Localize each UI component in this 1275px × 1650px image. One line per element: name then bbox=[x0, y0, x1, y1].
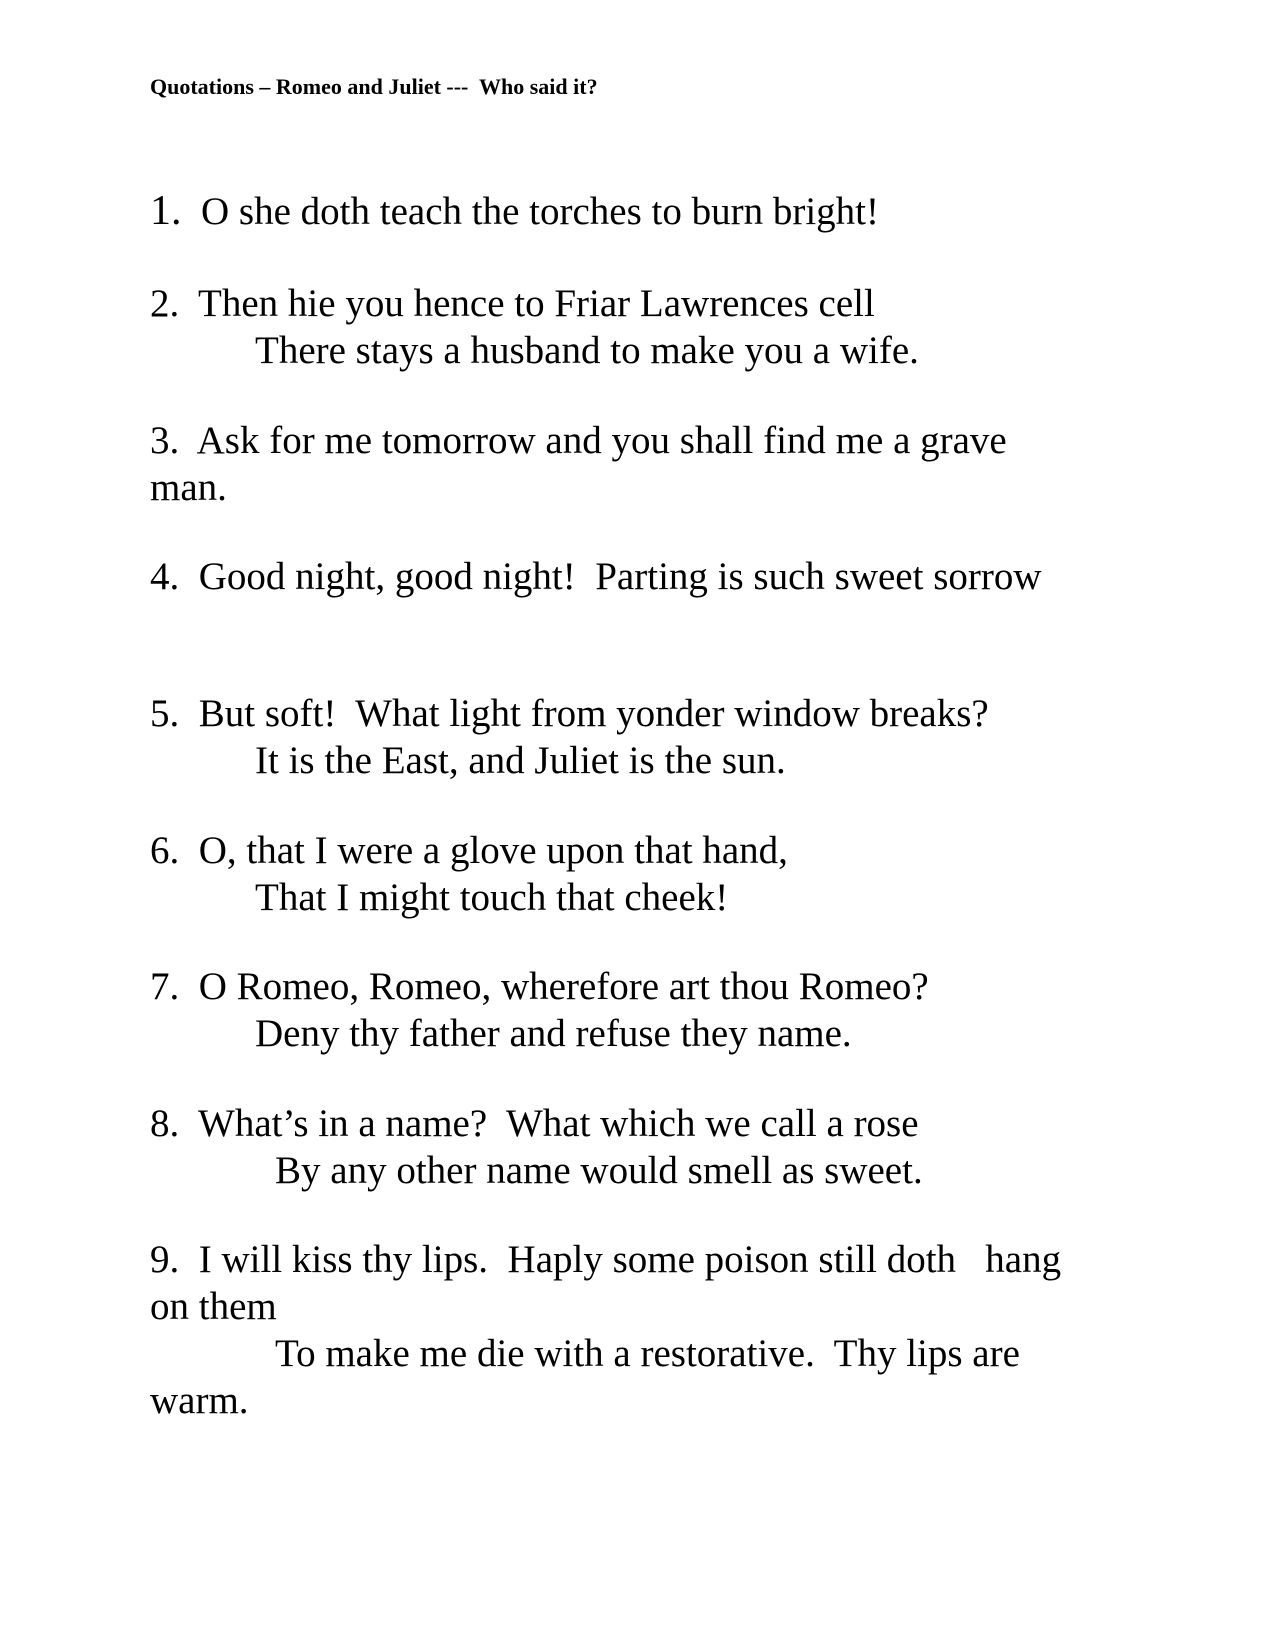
quote-9-line-3: To make me die with a restorative. Thy lips are bbox=[275, 1332, 1020, 1375]
quote-7 bbox=[150, 963, 1150, 1057]
quote-5-line-2: It is the East, and Juliet is the sun. bbox=[255, 739, 786, 782]
quote-4 bbox=[150, 553, 1150, 600]
quote-number: 7. bbox=[150, 965, 180, 1008]
quote-9 bbox=[150, 1236, 1150, 1424]
quote-text: Then hie you hence to Friar Lawrences cell bbox=[198, 282, 875, 325]
quote-2-line-1 bbox=[150, 280, 1150, 327]
quote-7-line-2: Deny thy father and refuse they name. bbox=[255, 1012, 852, 1055]
quote-number: 3. bbox=[150, 419, 180, 462]
quote-number: 9. bbox=[150, 1238, 180, 1281]
quote-number: 4. bbox=[150, 555, 180, 598]
quote-9-line-4: warm. bbox=[150, 1379, 249, 1422]
quote-text: Ask for me tomorrow and you shall find me a grave bbox=[196, 419, 1007, 462]
quote-8-line-1 bbox=[150, 1100, 1150, 1147]
quote-text: What’s in a name? What which we call a rose bbox=[198, 1102, 919, 1145]
quote-4-line-1 bbox=[150, 553, 1150, 600]
quote-5 bbox=[150, 690, 1150, 784]
quote-text: Good night, good night! Parting is such sweet sorrow bbox=[198, 555, 1042, 598]
quote-8-line-2: By any other name would smell as sweet. bbox=[275, 1149, 923, 1192]
quote-9-line-1 bbox=[150, 1236, 1150, 1283]
quote-text: But soft! What light from yonder window breaks? bbox=[198, 692, 989, 735]
quote-8 bbox=[150, 1100, 1150, 1194]
quote-1-line-1 bbox=[150, 188, 1150, 235]
quote-3 bbox=[150, 417, 1150, 511]
quote-number: 8. bbox=[150, 1102, 180, 1145]
quote-number: 1. bbox=[150, 188, 182, 234]
page-title: Quotations – Romeo and Juliet --- Who said it? bbox=[150, 74, 598, 99]
quote-1 bbox=[150, 188, 1150, 235]
quote-3-line-2: man. bbox=[150, 466, 227, 509]
quote-6-line-1 bbox=[150, 827, 1150, 874]
quote-9-line-2: on them bbox=[150, 1285, 277, 1328]
quote-number: 6. bbox=[150, 829, 180, 872]
quote-6-line-2: That I might touch that cheek! bbox=[255, 876, 729, 919]
quote-number: 5. bbox=[150, 692, 180, 735]
quote-number: 2. bbox=[150, 282, 180, 325]
quote-text: O she doth teach the torches to burn bright! bbox=[201, 190, 879, 233]
quote-3-line-1 bbox=[150, 417, 1150, 464]
quote-5-line-1 bbox=[150, 690, 1150, 737]
quote-6 bbox=[150, 827, 1150, 921]
quote-text: O Romeo, Romeo, wherefore art thou Romeo? bbox=[198, 965, 929, 1008]
quote-2 bbox=[150, 280, 1150, 374]
quote-2-line-2: There stays a husband to make you a wife. bbox=[255, 329, 919, 372]
quote-text: I will kiss thy lips. Haply some poison still doth hang bbox=[198, 1238, 1062, 1281]
quote-7-line-1 bbox=[150, 963, 1150, 1010]
quote-text: O, that I were a glove upon that hand, bbox=[198, 829, 788, 872]
